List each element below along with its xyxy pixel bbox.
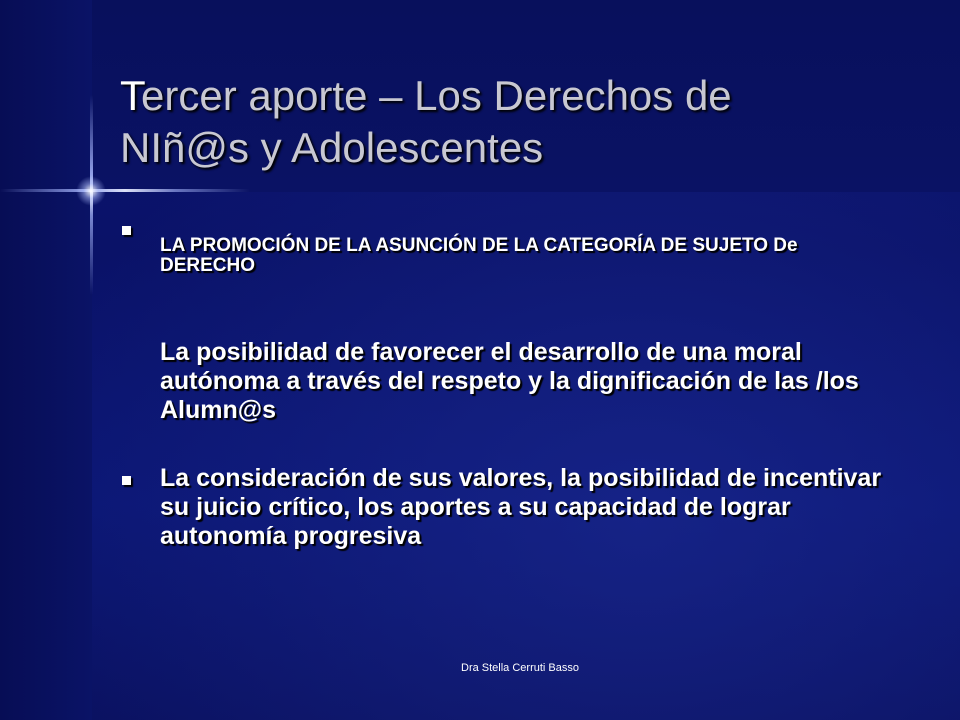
left-band: [0, 0, 92, 720]
bullet-2-text: La consideración de sus valores, la posibilidad de incentivar su juicio crítico, los aportes a su capacidad de lograr autonomía progresiva: [160, 464, 882, 550]
bullet-1-heading: LA PROMOCIÓN DE LA ASUNCIÓN DE LA CATEGORÍA DE SUJETO De DERECHO: [160, 235, 798, 276]
title-line-1: ercer aporte – Los Derechos de: [141, 72, 732, 119]
title-first-letter: T: [120, 72, 141, 119]
footer-author: Dra Stella Cerruti Basso: [461, 662, 579, 674]
slide-title: [120, 70, 900, 174]
square-bullet-icon: [122, 226, 131, 235]
sparkle-star-icon: [76, 176, 106, 206]
title-line-2: NIñ@s y Adolescentes: [120, 124, 544, 171]
square-bullet-icon: [122, 476, 131, 485]
sparkle-horizontal-line: [0, 189, 250, 192]
bullet-1-paragraph: La posibilidad de favorecer el desarrollo de una moral autónoma a través del respeto y la dignificación de las /los Alumn@s: [160, 338, 859, 424]
